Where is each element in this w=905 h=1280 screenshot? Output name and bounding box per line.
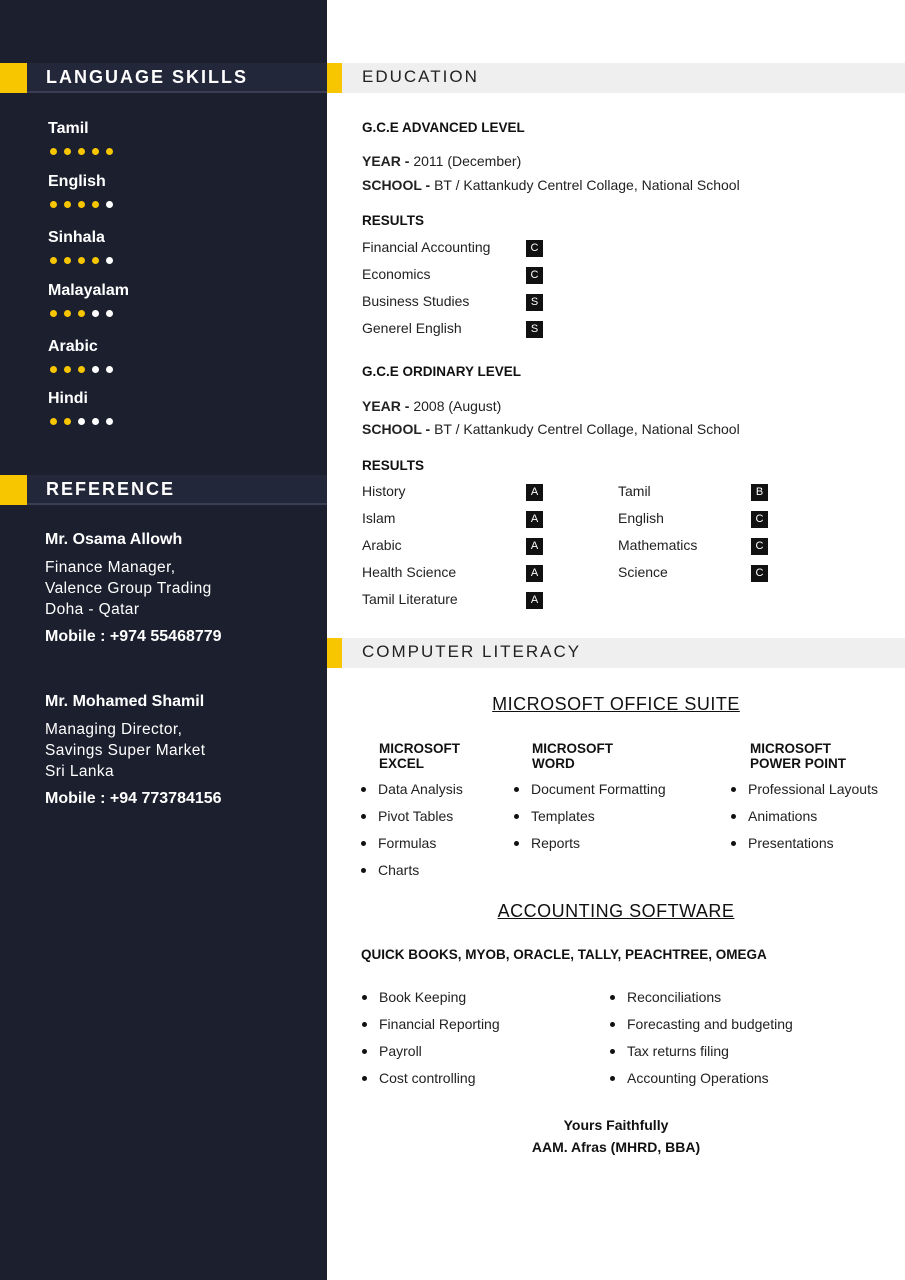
list-item: Presentations [731,833,878,860]
rating-dot [50,310,57,317]
result-subject: Business Studies [362,293,470,309]
accent-bar [327,63,342,93]
education-title: EDUCATION [362,67,479,86]
rating-dot [64,418,71,425]
ol-year: YEAR - 2008 (August) [362,398,502,414]
list-item: Pivot Tables [361,806,463,833]
list-item: Templates [514,806,666,833]
rating-dot [92,201,99,208]
reference-mobile: Mobile : +974 55468779 [45,628,222,645]
rating-dot [78,201,85,208]
grade-badge: C [526,240,543,257]
list-item: Reconciliations [610,987,793,1014]
al-year: YEAR - 2011 (December) [362,153,522,169]
rating-dot [92,418,99,425]
result-subject: English [618,510,664,526]
result-subject: Islam [362,510,396,526]
reference-company: Valence Group Trading [45,580,212,597]
language-rating [50,257,113,264]
sidebar [0,0,327,1280]
reference-title: REFERENCE [46,479,176,499]
grade-badge: A [526,511,543,528]
computer-literacy-title: COMPUTER LITERACY [362,642,582,661]
list-item: Tax returns filing [610,1041,793,1068]
list-item: Financial Reporting [362,1014,500,1041]
list-item: Professional Layouts [731,779,878,806]
reference-name: Mr. Mohamed Shamil [45,693,205,710]
grade-badge: A [526,538,543,555]
language-skills-title: LANGUAGE SKILLS [46,67,249,87]
language-item [48,282,129,317]
grade-badge: S [526,321,543,338]
result-subject: Financial Accounting [362,239,491,255]
rating-dot [78,257,85,264]
grade-badge: C [751,565,768,582]
rating-dot [92,310,99,317]
excel-skill-list [361,779,463,887]
grade-badge: A [526,592,543,609]
rating-dot [64,310,71,317]
language-item [48,390,113,425]
language-rating [50,418,113,425]
language-name: Sinhala [48,229,105,246]
reference-mobile: Mobile : +94 773784156 [45,790,222,807]
rating-dot [78,148,85,155]
rating-dot [50,257,57,264]
result-subject: Mathematics [618,537,698,553]
list-item: Formulas [361,833,463,860]
result-subject: Generel English [362,320,462,336]
language-name: Tamil [48,120,89,137]
al-school: SCHOOL - BT / Kattankudy Centrel Collage, National School [362,177,740,193]
reference-role: Managing Director, [45,721,183,738]
rating-dot [106,418,113,425]
list-item: Reports [514,833,666,860]
list-item: Data Analysis [361,779,463,806]
language-item [48,173,113,208]
accounting-software-title: ACCOUNTING SOFTWARE [497,901,735,921]
language-item [48,120,113,155]
rating-dot [106,366,113,373]
rating-dot [50,418,57,425]
powerpoint-heading: MICROSOFT POWER POINT [750,741,847,771]
grade-badge: A [526,565,543,582]
signature [327,1114,905,1158]
list-item: Animations [731,806,878,833]
grade-badge: A [526,484,543,501]
list-item: Book Keeping [362,987,500,1014]
word-skill-list [514,779,666,860]
reference-company: Savings Super Market [45,742,206,759]
rating-dot [78,418,85,425]
reference-1 [45,531,222,646]
rating-dot [92,366,99,373]
language-rating [50,366,113,373]
ol-results-label: RESULTS [362,458,425,473]
rating-dot [106,148,113,155]
result-subject: History [362,483,406,499]
accent-bar [327,638,342,668]
result-subject: Health Science [362,564,457,580]
rating-dot [50,148,57,155]
language-name: Arabic [48,338,98,355]
signer-name: AAM. Afras (MHRD, BBA) [531,1139,701,1155]
ol-heading: G.C.E ORDINARY LEVEL [362,364,522,379]
excel-heading: MICROSOFT EXCEL [379,741,460,771]
rating-dot [78,366,85,373]
language-name: English [48,173,106,190]
rating-dot [92,148,99,155]
reference-location: Sri Lanka [45,763,115,780]
computer-literacy-header [327,638,905,668]
language-rating [50,201,113,208]
rating-dot [106,310,113,317]
word-heading: MICROSOFT WORD [532,741,613,771]
accounting-skill-list-right [610,987,793,1095]
rating-dot [50,201,57,208]
language-rating [50,148,113,155]
education-header [327,63,905,93]
al-results-label: RESULTS [362,213,425,228]
list-item: Accounting Operations [610,1068,793,1095]
office-suite-title: MICROSOFT OFFICE SUITE [492,694,740,714]
accent-bar [0,475,27,505]
rating-dot [106,257,113,264]
rating-dot [92,257,99,264]
language-name: Malayalam [48,282,129,299]
result-subject: Economics [362,266,431,282]
rating-dot [64,148,71,155]
rating-dot [64,257,71,264]
language-skills-header [0,63,327,93]
rating-dot [64,201,71,208]
list-item: Forecasting and budgeting [610,1014,793,1041]
list-item: Charts [361,860,463,887]
result-subject: Tamil [618,483,651,499]
al-heading: G.C.E ADVANCED LEVEL [362,120,525,135]
grade-badge: B [751,484,768,501]
grade-badge: S [526,294,543,311]
accounting-tools: QUICK BOOKS, MYOB, ORACLE, TALLY, PEACHTREE, OMEGA [361,947,767,962]
language-name: Hindi [48,390,88,407]
grade-badge: C [751,511,768,528]
reference-name: Mr. Osama Allowh [45,531,183,548]
powerpoint-skill-list [731,779,878,860]
sign-off: Yours Faithfully [563,1117,669,1133]
list-item: Cost controlling [362,1068,500,1095]
language-item [48,229,113,264]
result-subject: Arabic [362,537,402,553]
rating-dot [106,201,113,208]
grade-badge: C [751,538,768,555]
list-item: Payroll [362,1041,500,1068]
grade-badge: C [526,267,543,284]
language-item [48,338,113,373]
reference-2 [45,693,222,808]
list-item: Document Formatting [514,779,666,806]
result-subject: Tamil Literature [362,591,458,607]
reference-header [0,475,327,505]
reference-role: Finance Manager, [45,559,176,576]
accent-bar [0,63,27,93]
rating-dot [78,310,85,317]
accounting-skill-list-left [362,987,500,1095]
language-rating [50,310,129,317]
reference-location: Doha - Qatar [45,601,140,618]
rating-dot [50,366,57,373]
ol-school: SCHOOL - BT / Kattankudy Centrel Collage, National School [362,421,740,437]
rating-dot [64,366,71,373]
result-subject: Science [618,564,668,580]
